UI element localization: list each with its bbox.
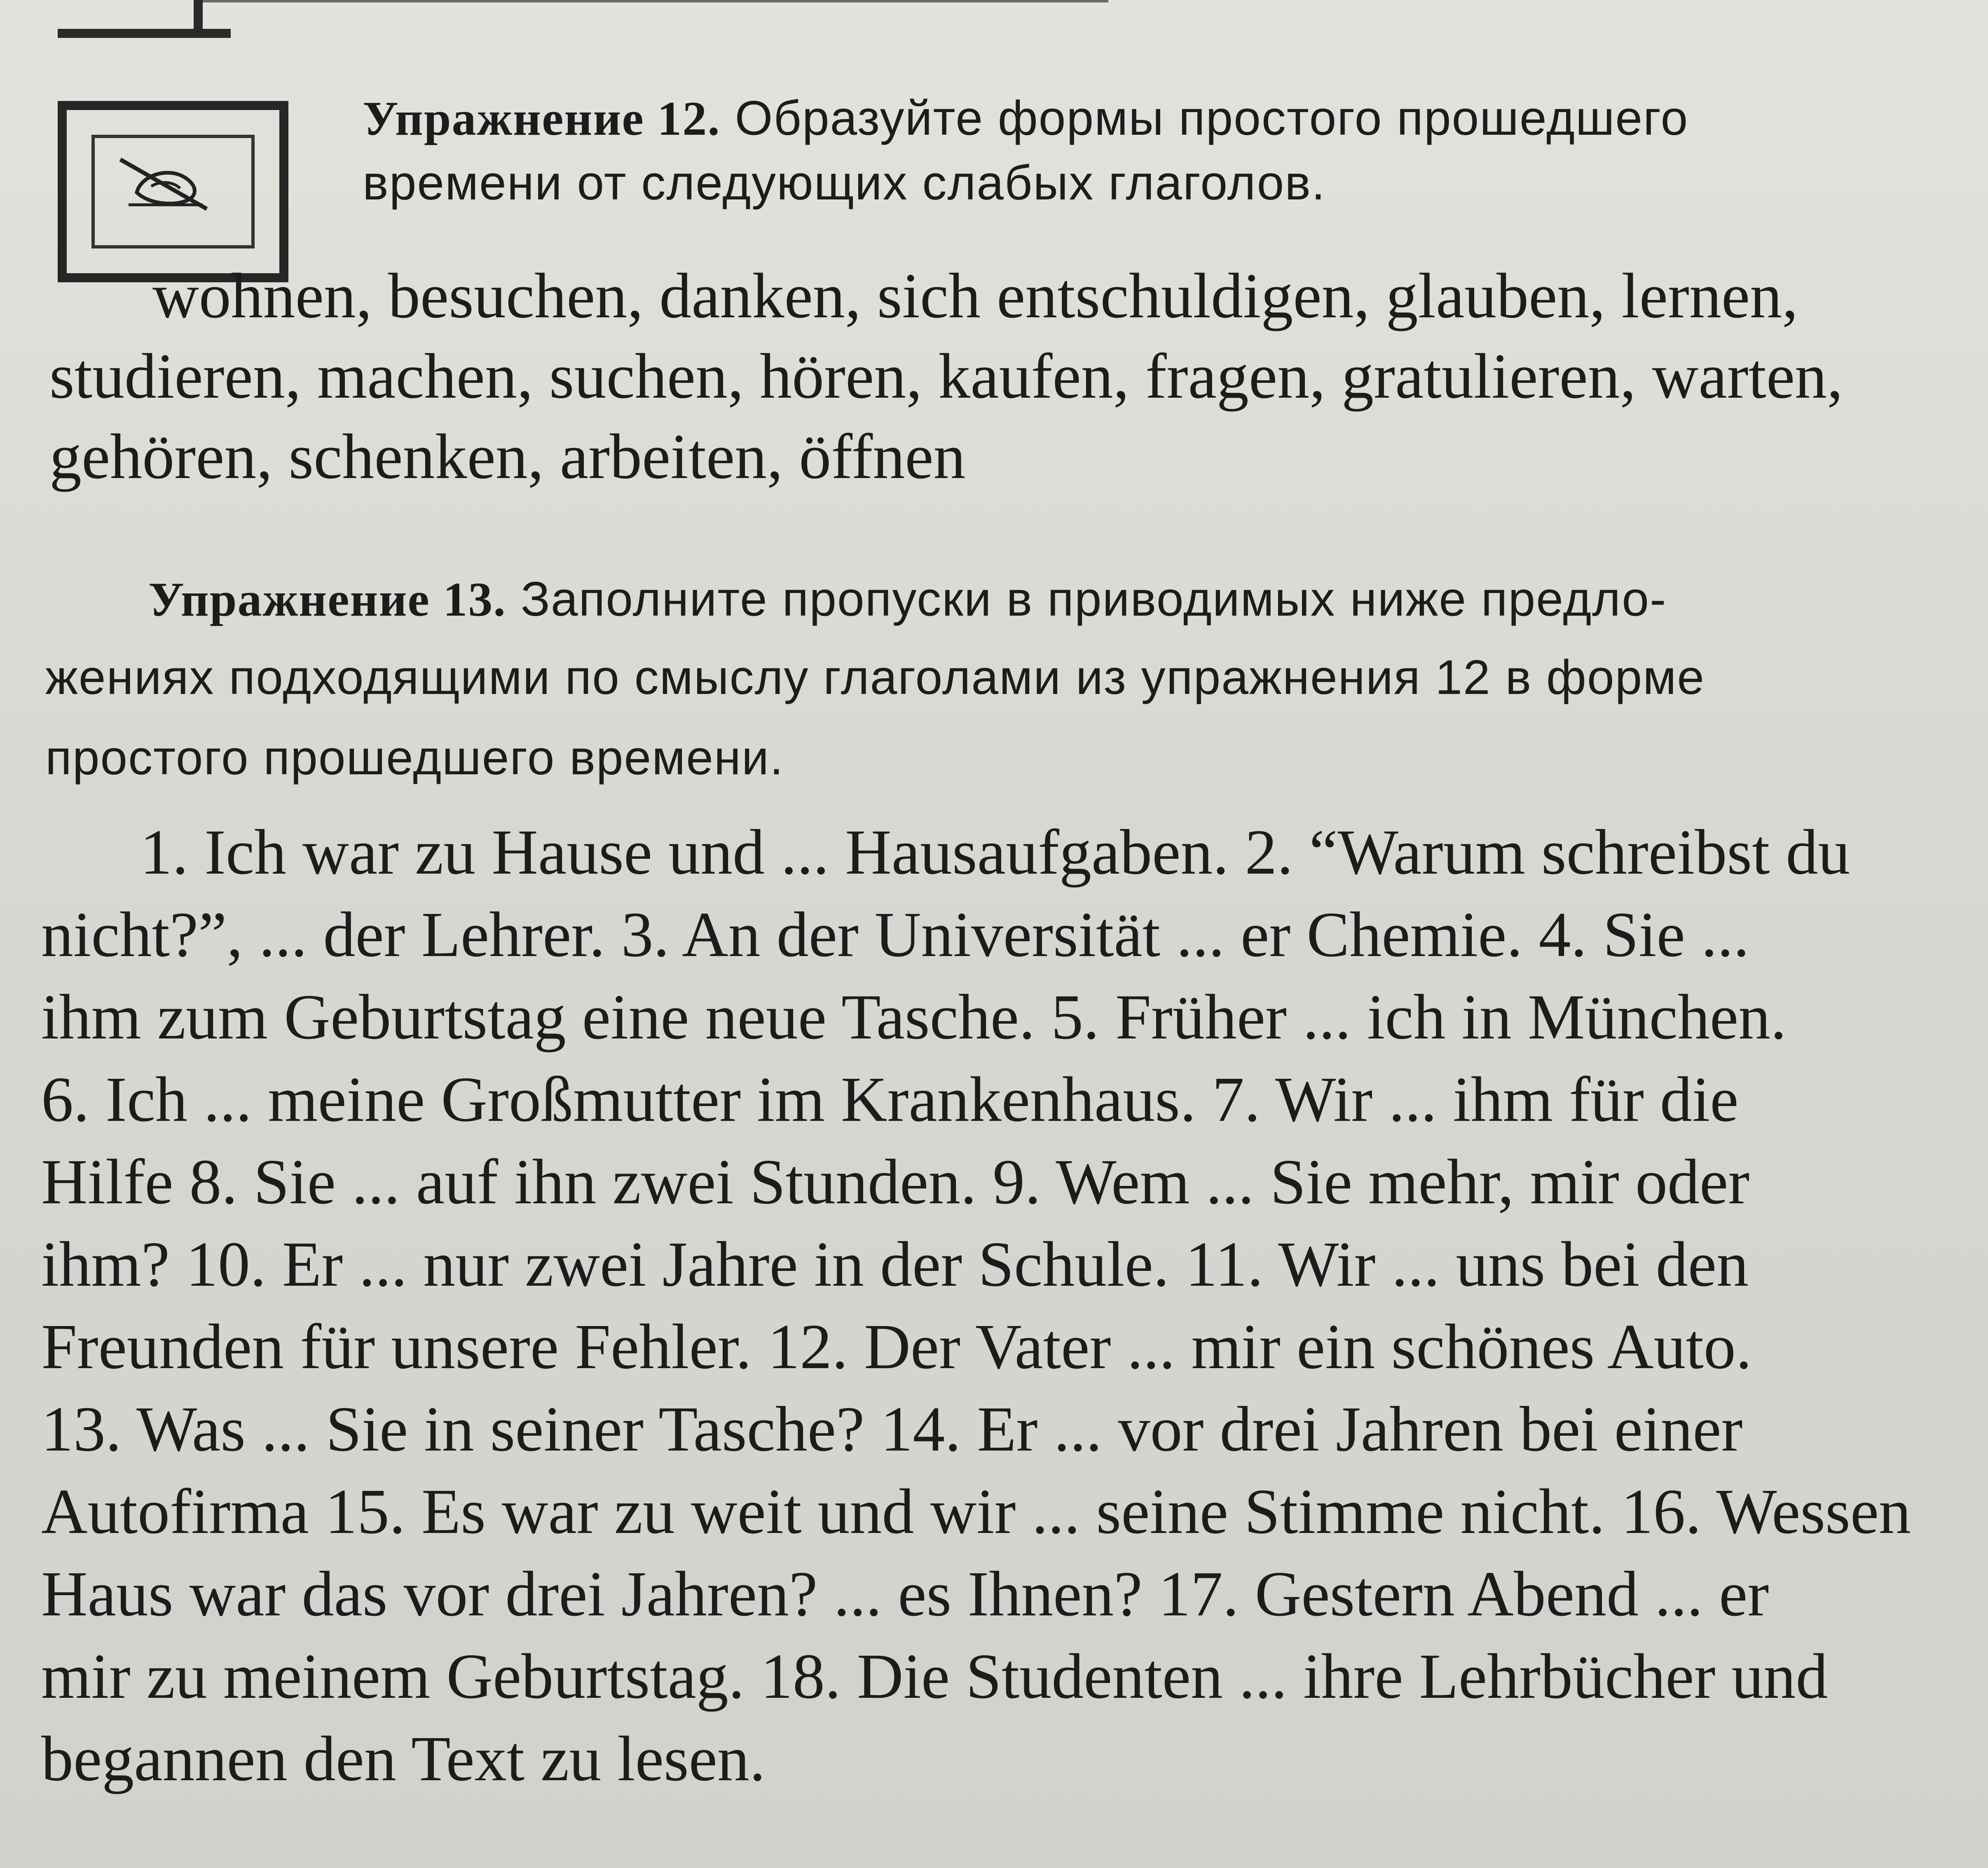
exercise-13-task-line3: простого прошедшего времени.: [45, 731, 784, 785]
exercise-12-heading-line1: [363, 91, 1689, 145]
exercise-13-label: Упражнение 13.: [148, 572, 506, 626]
exercise-12-verbs-line1: wohnen, besuchen, danken, sich entschuldigen, glauben, lernen,: [152, 260, 1798, 331]
exercise-13-sentences-line10: Haus war das vor drei Jahren? ... es Ihnen? 17. Gestern Abend ... er: [41, 1558, 1769, 1629]
exercise-13-sentences-line3: ihm zum Geburtstag eine neue Tasche. 5. Früher ... ich in München.: [41, 981, 1787, 1052]
exercise-12-verbs-line3: gehören, schenken, arbeiten, öffnen: [49, 421, 966, 492]
exercise-13-sentences-line4: 6. Ich ... meine Großmutter im Krankenhaus. 7. Wir ... ihm für die: [41, 1064, 1739, 1135]
corner-rule-vertical: [194, 0, 203, 38]
exercise-12-task-line1: Образуйте формы простого прошедшего: [735, 91, 1689, 145]
exercise-13-sentences-line7: Freunden für unsere Fehler. 12. Der Vater ... mir ein schönes Auto.: [41, 1311, 1752, 1382]
corner-rule-horizontal: [58, 29, 231, 38]
exercise-12-task-line2: времени от следующих слабых глаголов.: [363, 156, 1326, 210]
exercise-13-sentences-line5: Hilfe 8. Sie ... auf ihn zwei Stunden. 9. Wem ... Sie mehr, mir oder: [41, 1146, 1750, 1217]
exercise-13-task-line2: жениях подходящими по смыслу глаголами из упражнения 12 в форме: [45, 650, 1705, 705]
exercise-13-task-line1: Заполните пропуски в приводимых ниже предло-: [520, 572, 1667, 626]
top-rule-thin: [202, 0, 1108, 2]
writing-hand-icon: [112, 147, 219, 217]
exercise-12-label: Упражнение 12.: [363, 91, 721, 145]
exercise-13-sentences-line6: ihm? 10. Er ... nur zwei Jahre in der Schule. 11. Wir ... uns bei den: [41, 1228, 1749, 1300]
exercise-13-sentences-line11: mir zu meinem Geburtstag. 18. Die Studenten ... ihre Lehrbücher und: [41, 1641, 1828, 1712]
exercise-13-heading-line1: [148, 572, 1667, 626]
exercise-13-sentences-line2: nicht?”, ... der Lehrer. 3. An der Universität ... er Chemie. 4. Sie ...: [41, 899, 1749, 970]
exercise-13-sentences-line1: 1. Ich war zu Hause und ... Hausaufgaben. 2. “Warum schreibst du: [140, 816, 1850, 888]
writing-task-icon-box: [58, 101, 288, 282]
exercise-13-sentences-line9: Autofirma 15. Es war zu weit und wir ... seine Stimme nicht. 16. Wessen: [41, 1476, 1911, 1547]
exercise-13-sentences-line8: 13. Was ... Sie in seiner Tasche? 14. Er ... vor drei Jahren bei einer: [41, 1393, 1743, 1465]
exercise-13-sentences-line12: begannen den Text zu lesen.: [41, 1723, 766, 1794]
exercise-12-verbs-line2: studieren, machen, suchen, hören, kaufen, fragen, gratulieren, warten,: [49, 340, 1843, 412]
